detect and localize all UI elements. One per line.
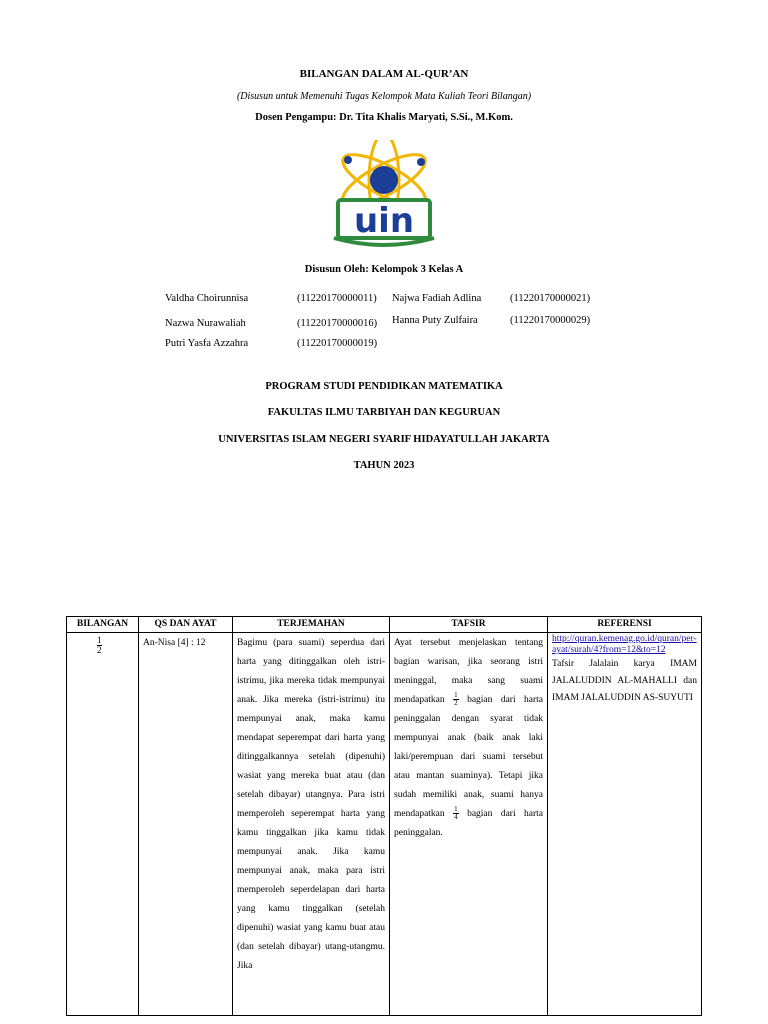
member-name: Najwa Fadiah Adlina: [392, 293, 482, 304]
logo-text: uin: [353, 201, 415, 241]
fraction-denominator: 2: [97, 645, 102, 655]
fraction-denominator: 4: [454, 813, 458, 822]
member-nim: (11220170000016): [297, 318, 378, 329]
member-name: Putri Yasfa Azzahra: [165, 338, 249, 349]
member-name: Hanna Puty Zulfaira: [392, 315, 478, 326]
cell-qs: An-Nisa [4] : 12: [139, 633, 233, 1016]
header-qs: QS DAN AYAT: [139, 617, 233, 633]
member-name: Valdha Choirunnisa: [165, 293, 249, 304]
tafsir-text: bagian dari harta peninggalan.: [394, 809, 544, 838]
uin-logo: [328, 140, 440, 252]
tafsir-text: bagian dari harta peninggalan dengan syarat tidak mempunyai anak (baik anak laki laki/perempuan dari suami tersebut atau mantan suaminya). Tetapi jika sudah memiliki anak, suami hanya mendapatkan: [394, 695, 544, 819]
header-referensi: REFERENSI: [548, 617, 702, 633]
member-nim: (11220170000019): [297, 338, 378, 349]
cell-terjemahan: Bagimu (para suami) seperdua dari harta yang ditinggalkan oleh istri-istrimu, jika mereka tidak mempunyai anak. Jika mereka (istri-istrimu) itu mempunyai anak, maka kamu mendapat seperempat dari harta yang ditinggalkannya setelah (dipenuhi) wasiat yang mereka buat atau (dan setelah dibayar) utangnya. Para istri memperoleh seperempat harta yang kamu tinggalkan jika kamu tidak mempunyai anak. Jika kamu mempunyai anak, maka para istri memperoleh seperdelapan dari harta yang kamu tinggalkan (setelah dipenuhi) wasiat yang kamu buat atau (dan setelah dibayar) utang-utangmu. Jika: [233, 633, 390, 1016]
member-nim: (11220170000021): [510, 293, 591, 304]
authors-heading: Disusun Oleh: Kelompok 3 Kelas A: [304, 264, 464, 275]
reference-link[interactable]: http://quran.kemenag.go.id/quran/per-ayat/surah/4?from=12&to=12: [552, 634, 697, 655]
member-name: Nazwa Nurawaliah: [165, 318, 246, 329]
table-header-row: [67, 617, 702, 633]
fraction-numerator: 1: [454, 691, 458, 700]
document-subtitle: (Disusun untuk Memenuhi Tugas Kelompok Mata Kuliah Teori Bilangan): [236, 91, 532, 102]
document-title: BILANGAN DALAM AL-QUR’AN: [299, 68, 469, 80]
member-nim: (11220170000011): [297, 293, 377, 304]
year: TAHUN 2023: [353, 460, 415, 471]
fraction-denominator: 2: [454, 699, 458, 708]
lecturer-line: Dosen Pengampu: Dr. Tita Khalis Maryati, S.Si., M.Kom.: [255, 112, 513, 123]
fraction-numerator: 1: [454, 805, 458, 814]
table-row: [67, 633, 702, 1016]
fraction: [453, 692, 459, 707]
cell-tafsir: [390, 633, 548, 1016]
numbers-table: [66, 616, 702, 1016]
reference-text: Tafsir Jalalain karya IMAM JALALUDDIN AL-MAHALLI dan IMAM JALALUDDIN AS-SUYUTI: [552, 659, 697, 703]
fraction-numerator: 1: [97, 635, 102, 645]
header-bilangan: BILANGAN: [67, 617, 139, 633]
fraction: [453, 806, 459, 821]
faculty: FAKULTAS ILMU TARBIYAH DAN KEGURUAN: [267, 407, 501, 418]
cell-bilangan: [67, 633, 139, 1016]
header-terjemahan: TERJEMAHAN: [233, 617, 390, 633]
fraction: [97, 636, 102, 655]
header-tafsir: TAFSIR: [390, 617, 548, 633]
cell-referensi: [548, 633, 702, 1016]
member-nim: (11220170000029): [510, 315, 591, 326]
study-program: PROGRAM STUDI PENDIDIKAN MATEMATIKA: [265, 381, 503, 392]
university: UNIVERSITAS ISLAM NEGERI SYARIF HIDAYATULLAH JAKARTA: [218, 434, 550, 445]
tafsir-text: Ayat tersebut menjelaskan tentang bagian warisan, jika seorang istri meninggal, maka sang suami mendapatkan: [394, 638, 543, 705]
